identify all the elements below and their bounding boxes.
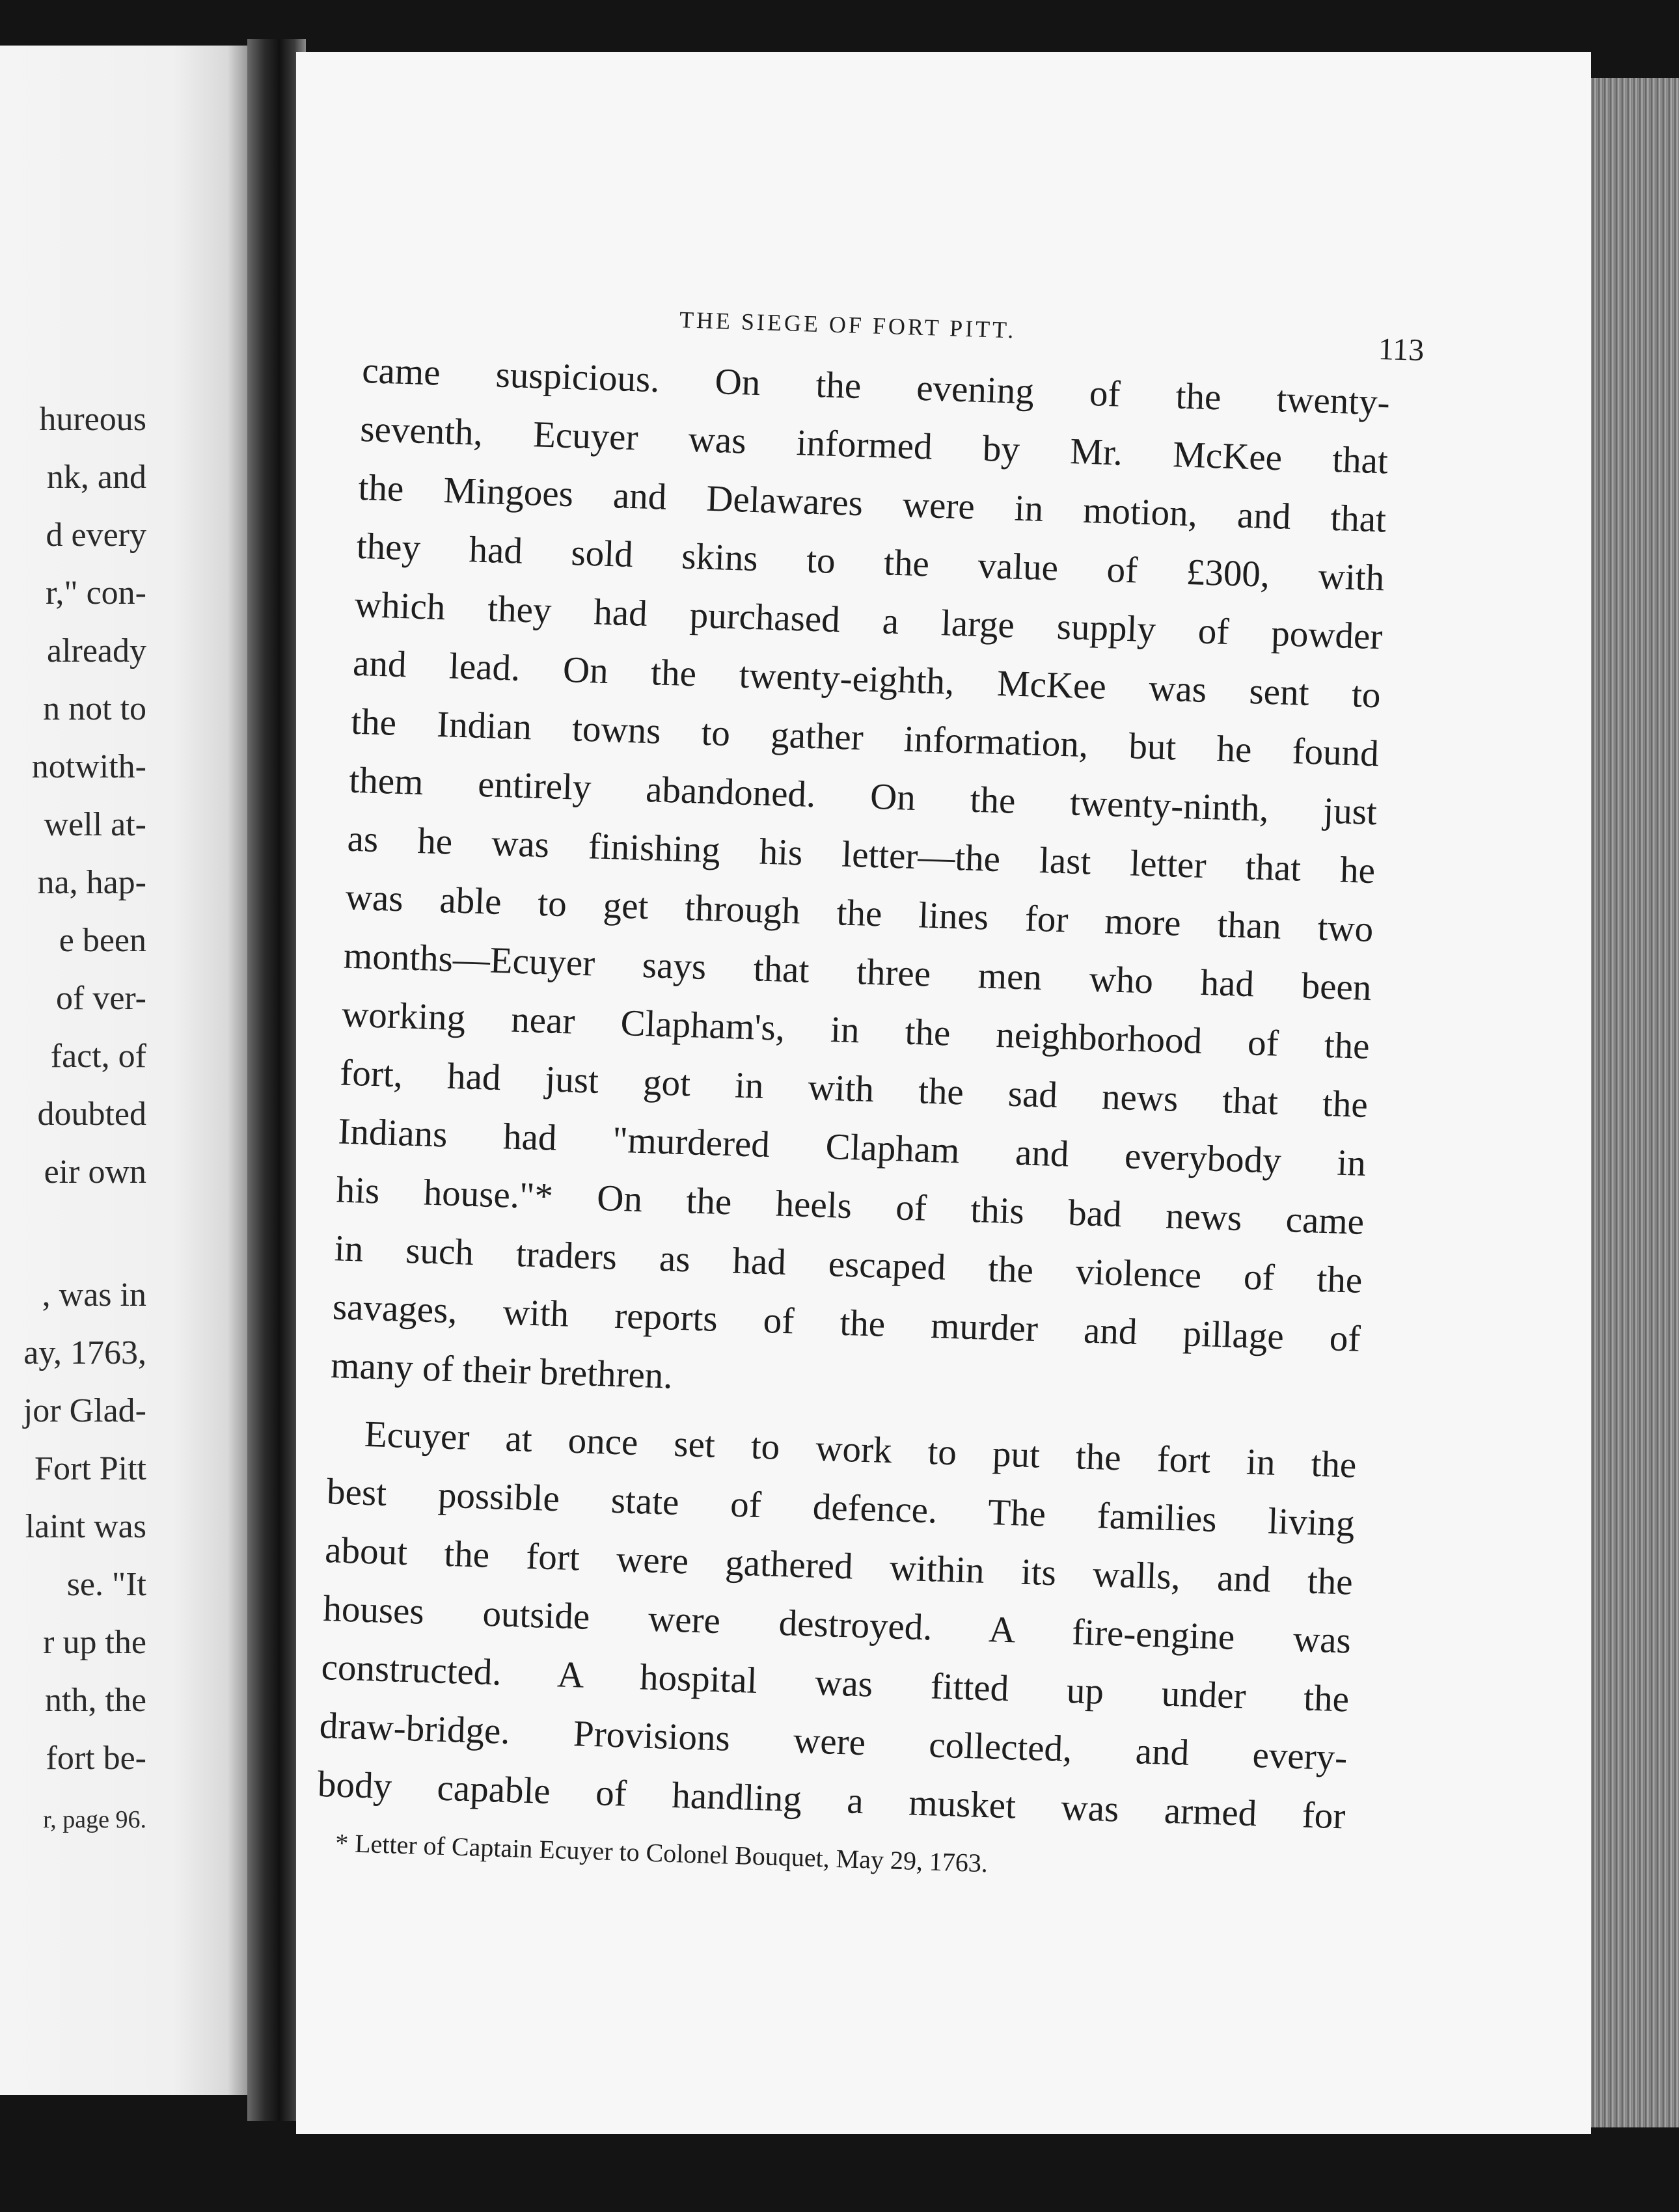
left-page-line: fact, of — [50, 1038, 146, 1075]
text-line: many of their brethren. — [330, 1345, 674, 1397]
left-page-text — [0, 390, 146, 1852]
left-page-line: r," con- — [46, 574, 146, 612]
left-page-line: , was in — [42, 1276, 146, 1314]
left-page-line: well at- — [44, 806, 146, 843]
text-line: savages, with reports of the murder and pillage of — [332, 1286, 1361, 1360]
text-line: working near Clapham's, in the neighborhood of the — [341, 993, 1371, 1068]
facing-left-page — [0, 46, 247, 2095]
text-line: about the fort were gathered within its walls, and the — [324, 1530, 1354, 1603]
text-line: fort, had just got in with the sad news that the — [339, 1052, 1369, 1126]
left-page-line: ay, 1763, — [23, 1334, 146, 1371]
text-line: body capable of handling a musket was armed for — [317, 1763, 1346, 1837]
text-line: Indians had "murdered Clapham and everybody in — [337, 1111, 1367, 1184]
paragraph-2 — [317, 1404, 1358, 1846]
text-line: months—Ecuyer says that three men who had been — [343, 935, 1372, 1009]
left-page-line: notwith- — [31, 748, 146, 785]
left-page-line: se. "It — [66, 1566, 146, 1603]
page-text-block — [315, 296, 1425, 1894]
left-page-line: hureous — [39, 401, 146, 438]
left-page-line: already — [46, 632, 146, 669]
left-page-footnote: r, page 96. — [43, 1806, 146, 1833]
left-page-line: na, hap- — [37, 864, 146, 901]
text-line: they had sold skins to the value of £300, with — [355, 525, 1386, 599]
left-page-line: eir own — [44, 1153, 146, 1191]
left-page-line: d every — [46, 517, 146, 554]
left-page-line: n not to — [43, 690, 146, 727]
page-number: 113 — [1378, 331, 1425, 368]
page-edges — [1591, 78, 1679, 2127]
text-line: best possible state of defence. The families living — [326, 1471, 1356, 1544]
text-line: houses outside were destroyed. A fire-engine was — [322, 1588, 1352, 1662]
left-page-line: nth, the — [45, 1682, 146, 1719]
left-page-line: r up the — [43, 1624, 146, 1661]
text-line: which they had purchased a large supply of powder — [354, 584, 1384, 658]
left-page-line: nk, and — [46, 459, 146, 496]
left-page-line: e been — [59, 922, 146, 959]
text-line: seventh, Ecuyer was informed by Mr. McKee that — [359, 408, 1389, 482]
text-line: his house."* On the heels of this bad news came — [335, 1169, 1365, 1243]
running-title: THE SIEGE OF FORT PITT. — [679, 306, 1017, 344]
left-page-line: Fort Pitt — [34, 1450, 146, 1487]
text-line: was able to get through the lines for more than two — [344, 876, 1374, 951]
text-line: came suspicious. On the evening of the twenty- — [361, 349, 1391, 424]
paragraph-1 — [330, 342, 1391, 1427]
text-line: in such traders as had escaped the violence of the — [334, 1228, 1363, 1301]
text-line: constructed. A hospital was fitted up under the — [320, 1646, 1350, 1720]
text-line: the Mingoes and Delawares were in motion, and that — [357, 466, 1387, 541]
text-line: as he was finishing his letter—the last letter that he — [346, 818, 1376, 892]
text-line: the Indian towns to gather information, but he found — [350, 701, 1380, 775]
left-page-line: jor Glad- — [23, 1392, 146, 1429]
text-line: draw-bridge. Provisions were collected, and every- — [318, 1705, 1348, 1779]
left-page-line — [0, 1201, 146, 1266]
text-line: Ecuyer at once set to work to put the fort in the — [364, 1413, 1358, 1486]
footnote: * Letter of Captain Ecuyer to Colonel Bouquet, May 29, 1763. — [334, 1828, 989, 1878]
left-page-line: fort be- — [46, 1740, 146, 1777]
text-line: them entirely abandoned. On the twenty-ninth, just — [348, 759, 1378, 833]
text-line: and lead. On the twenty-eighth, McKee was sent to — [352, 642, 1382, 716]
left-page-line: of ver- — [56, 980, 146, 1017]
left-page-line: laint was — [25, 1508, 146, 1545]
left-page-line: doubted — [37, 1096, 146, 1133]
